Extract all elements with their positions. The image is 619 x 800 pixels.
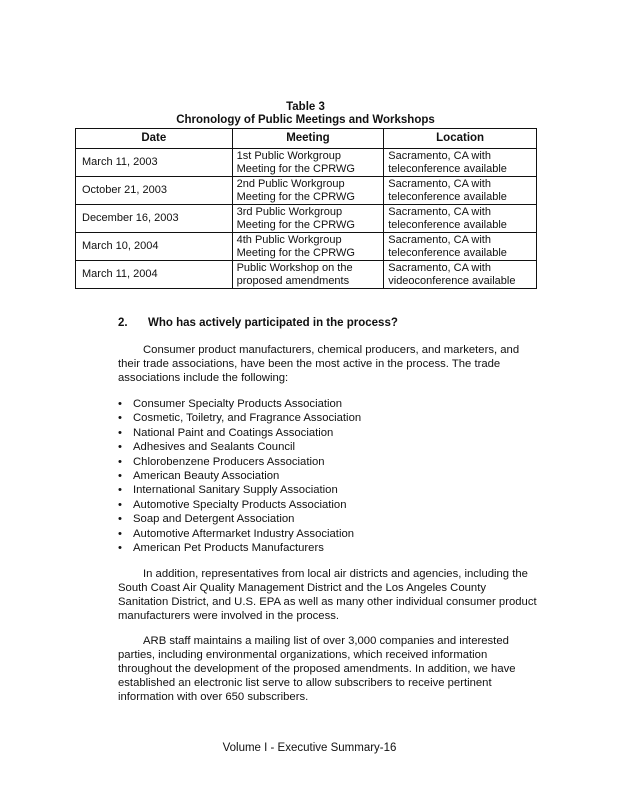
- list-item: • International Sanitary Supply Association: [118, 483, 361, 497]
- table-row: [76, 261, 537, 289]
- meeting-cell: 2nd Public Workgroup Meeting for the CPRWG: [232, 177, 384, 205]
- column-header: Location: [384, 129, 537, 149]
- list-item: • Consumer Specialty Products Association: [118, 397, 361, 411]
- meetings-table: [75, 128, 537, 289]
- meeting-cell: 3rd Public Workgroup Meeting for the CPRWG: [232, 205, 384, 233]
- table-row: [76, 205, 537, 233]
- paragraph: [118, 343, 538, 385]
- section-number: 2.: [118, 317, 128, 329]
- date-cell: March 11, 2004: [76, 261, 233, 289]
- list-item: • Adhesives and Sealants Council: [118, 440, 361, 454]
- date-cell: October 21, 2003: [76, 177, 233, 205]
- section-heading: [118, 317, 398, 329]
- list-item: • National Paint and Coatings Association: [118, 426, 361, 440]
- association-list: [118, 397, 361, 555]
- table-header-row: [76, 129, 537, 149]
- list-item: • American Pet Products Manufacturers: [118, 541, 361, 555]
- page-footer: Volume I - Executive Summary-16: [222, 742, 397, 754]
- paragraph: [118, 634, 538, 704]
- table-row: [76, 233, 537, 261]
- location-cell: Sacramento, CA with teleconference available: [384, 177, 537, 205]
- table-title: Chronology of Public Meetings and Workshops: [176, 114, 435, 126]
- list-item: • Chlorobenzene Producers Association: [118, 455, 361, 469]
- list-item: • Automotive Aftermarket Industry Association: [118, 527, 361, 541]
- location-cell: Sacramento, CA with teleconference available: [384, 205, 537, 233]
- column-header: Meeting: [232, 129, 384, 149]
- column-header: Date: [76, 129, 233, 149]
- location-cell: Sacramento, CA with teleconference available: [384, 149, 537, 177]
- date-cell: December 16, 2003: [76, 205, 233, 233]
- list-item: • Soap and Detergent Association: [118, 512, 361, 526]
- table-row: [76, 149, 537, 177]
- location-cell: Sacramento, CA with videoconference available: [384, 261, 537, 289]
- list-item: • Cosmetic, Toiletry, and Fragrance Association: [118, 411, 361, 425]
- meeting-cell: 1st Public Workgroup Meeting for the CPRWG: [232, 149, 384, 177]
- meeting-cell: Public Workshop on the proposed amendments: [232, 261, 384, 289]
- paragraph-text: ARB staff maintains a mailing list of over 3,000 companies and interested parties, including environmental organizations, which received information throughout the development of the proposed amendments. In addition, we have established an electronic list serve to allow subscribers to receive pertinent information with over 650 subscribers.: [118, 635, 516, 703]
- date-cell: March 11, 2003: [76, 149, 233, 177]
- table-number: Table 3: [286, 101, 325, 113]
- paragraph-text: In addition, representatives from local air districts and agencies, including the South Coast Air Quality Management District and the Los Angeles County Sanitation District, and U.S. EPA as well as many other individual consumer product manufacturers were involved in the process.: [118, 568, 537, 622]
- list-item: • Automotive Specialty Products Association: [118, 498, 361, 512]
- meeting-cell: 4th Public Workgroup Meeting for the CPRWG: [232, 233, 384, 261]
- paragraph-text: Consumer product manufacturers, chemical producers, and marketers, and their trade associations, have been the most active in the process. The trade associations include the following:: [118, 344, 520, 384]
- list-item: • American Beauty Association: [118, 469, 361, 483]
- date-cell: March 10, 2004: [76, 233, 233, 261]
- paragraph: [118, 567, 538, 623]
- section-title: Who has actively participated in the process?: [148, 317, 398, 329]
- table-row: [76, 177, 537, 205]
- location-cell: Sacramento, CA with teleconference available: [384, 233, 537, 261]
